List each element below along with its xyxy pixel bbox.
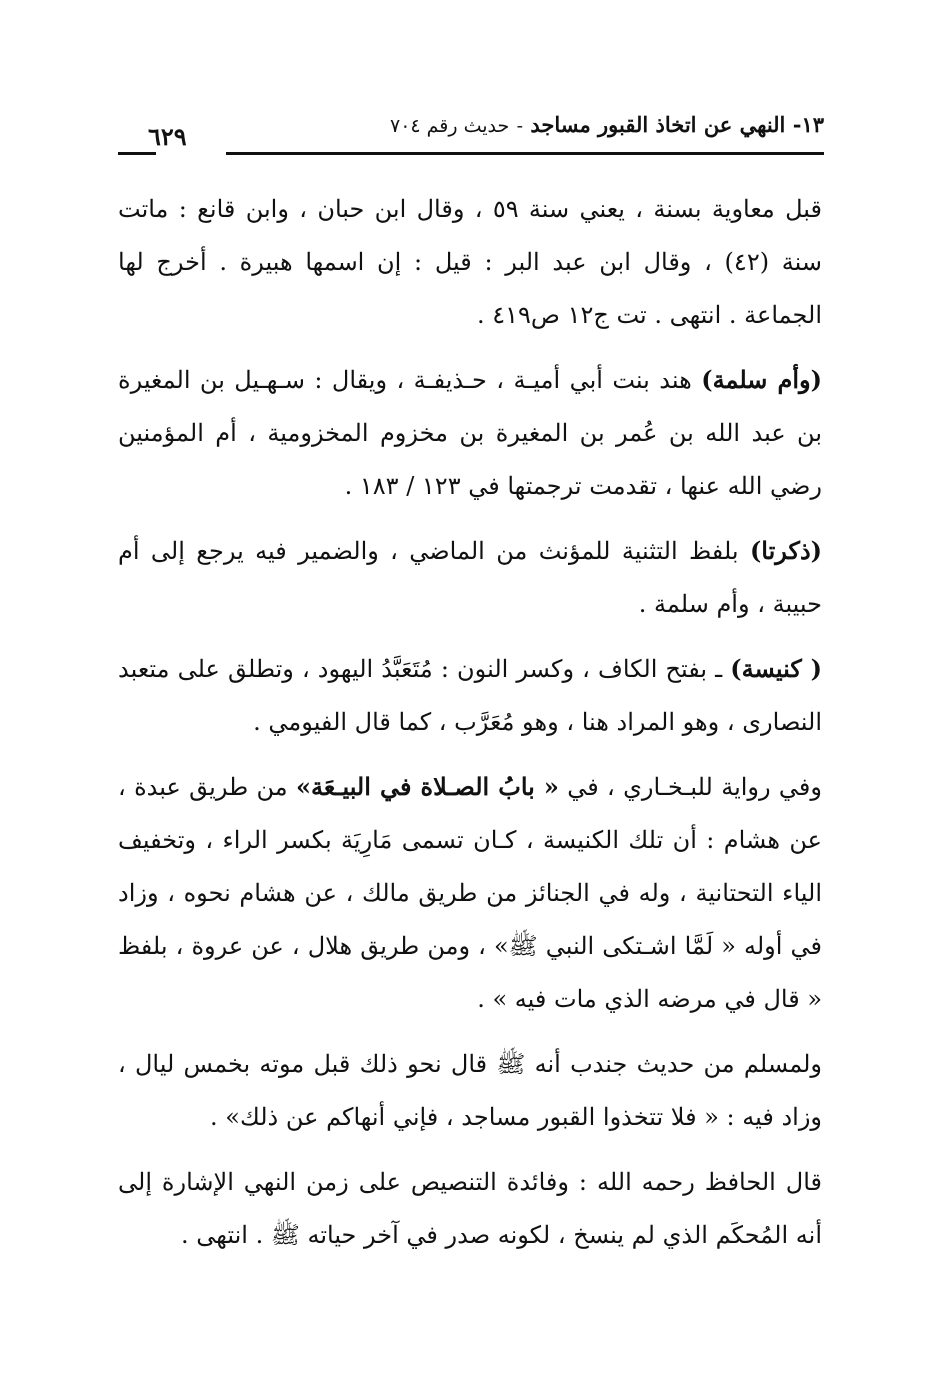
defined-term: ( كنيسة) [730, 654, 822, 683]
paragraph-text: بلفظ التثنية للمؤنث من الماضي ، والضمير فيه يرجع إلى أم حبيبة ، وأم سلمة . [118, 537, 822, 618]
chapter-number: ١٣- [792, 112, 824, 137]
paragraph-text: قبل معاوية بسنة ، يعني سنة ٥٩ ، وقال ابن حبان ، وابن قانع : ماتت سنة (٤٢) ، وقال ابن عبد البر : قيل : إن اسمها هبيرة . أخرج لها الجماعة . انتهى . تت ج١٢ ص٤١٩ . [118, 195, 823, 329]
paragraph-lead: وفي رواية للبـخـاري ، في [558, 773, 822, 801]
paragraph-text: قال الحافظ رحمه الله : وفائدة التنصيص على زمن النهي الإشارة إلى أنه المُحكَم الذي لم ينسخ ، لكونه صدر في آخر حياته ﷺ . انتهى . [118, 1168, 822, 1249]
paragraph [118, 353, 822, 513]
header-dash: - [516, 115, 524, 137]
paragraph-text: هند بنت أبي أميـة ، حـذيفـة ، ويقال : سـهـيل بن المغيرة بن عبد الله بن عُمر بن المغيرة بن مخزوم المخزومية ، أم المؤمنين رضي الله عنها ، تقدمت ترجمتها في ١٢٣ / ١٨٣ . [118, 366, 822, 500]
paragraph-text: ولمسلم من حديث جندب أنه ﷺ قال نحو ذلك قبل موته بخمس ليال ، وزاد فيه : « فلا تتخذوا القبور مساجد ، فإني أنهاكم عن ذلك» . [118, 1050, 823, 1131]
paragraph-text: ـ بفتح الكاف ، وكسر النون : مُتَعَبَّدُ اليهود ، وتطلق على متعبد النصارى ، وهو المراد هنا ، وهو مُعَرَّب ، كما قال الفيومي . [118, 655, 822, 736]
paragraph [118, 1037, 822, 1144]
paragraph [118, 642, 822, 749]
defined-term: (وأم سلمة) [701, 365, 823, 394]
running-header [118, 112, 824, 162]
paragraph [118, 760, 822, 1026]
hadith-number-label: حديث رقم ٧٠٤ [390, 115, 510, 137]
paragraph-text: من طريق عبدة ، عن هشام : أن تلك الكنيسة ، كـان تسمى مَارِيَة بكسر الراء ، وتخفيف الياء التحتانية ، وله في الجنائز من طريق مالك ، عن هشام نحوه ، وزاد في أوله « لَمَّا اشـتكى النبي ﷺ» ، ومن طريق هلال ، عن عروة ، بلفظ « قال في مرضه الذي مات فيه » . [118, 773, 823, 1013]
header-rule [226, 152, 824, 155]
page-number-rule [118, 152, 156, 155]
header-title [390, 112, 824, 137]
defined-term: (ذكرتا) [749, 536, 822, 565]
paragraph [118, 524, 822, 631]
paragraph [118, 1155, 822, 1262]
page-number: ٦٢٩ [148, 122, 187, 151]
body-text [118, 182, 822, 1273]
chapter-title: النهي عن اتخاذ القبور مساجد [530, 112, 786, 137]
paragraph [118, 182, 822, 342]
quoted-chapter-title: « بابُ الصـلاة في البيـعَة» [295, 772, 559, 801]
